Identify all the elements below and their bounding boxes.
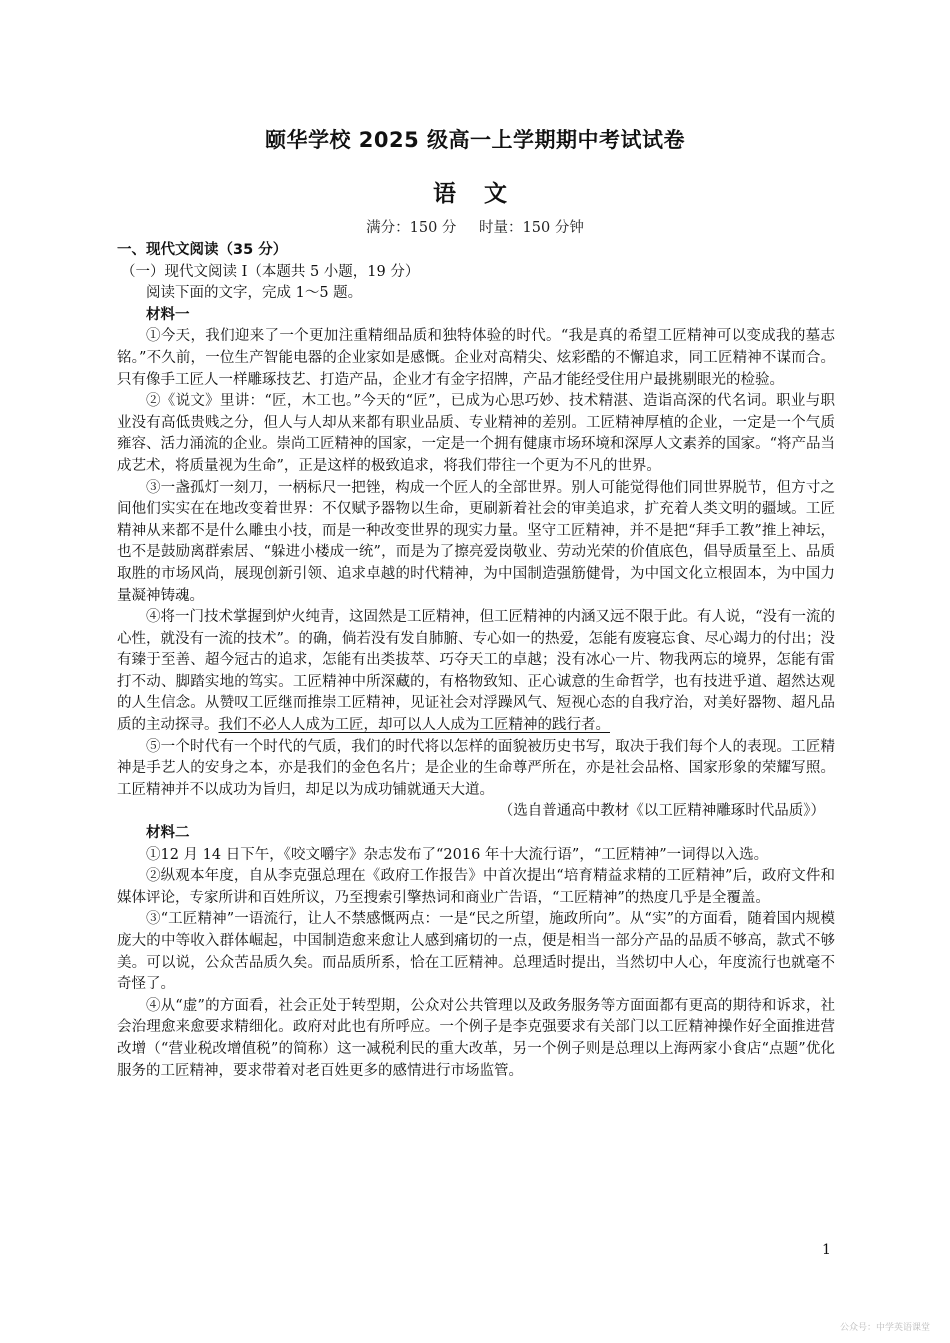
material-label: 材料一 <box>146 306 190 323</box>
paragraph: ②《说文》里讲：“匠，木工也。”今天的“匠”，已成为心思巧妙、技术精湛、造诣高深的代名词。职业与职业没有高低贵贱之分，但人与人却从来都有职业品质、专业精神的差别。工匠精神厚植的企业，一定是一个气质雍容、活力涌流的企业。崇尚工匠精神的国家，一定是一个拥有健康市场环境和深厚人文素养的国家。“将产品当成艺术，将质量视为生命”，正是这样的极致追求，将我们带往一个更为不凡的世界。 <box>117 393 835 474</box>
paragraph <box>117 607 835 737</box>
paragraph: ③一盏孤灯一刻刀，一柄标尺一把锉，构成一个匠人的全部世界。别人可能觉得他们同世界脱节，但方寸之间他们实实在在地改变着世界：不仅赋予器物以生命，更刷新着社会的审美追求，扩充着人类文明的疆域。工匠精神从来都不是什么雕虫小技，而是一种改变世界的现实力量。坚守工匠精神，并不是把“拜手工教”推上神坛，也不是鼓励离群索居、“躲进小楼成一统”，而是为了擦亮爱岗敬业、劳动光荣的价值底色，倡导质量至上、品质取胜的市场风尚，展现创新引领、追求卓越的时代精神，为中国制造强筋健骨，为中国文化立根固本，为中国力量凝神铸魂。 <box>117 479 835 604</box>
paragraph-text: ④将一门技术掌握到炉火纯青，这固然是工匠精神，但工匠精神的内涵又远不限于此。有人说，“没有一流的心性，就没有一流的技术”。的确，倘若没有发自肺腑、专心如一的热爱，怎能有废寝忘食、尽心竭力的付出；没有臻于至善、超今冠古的追求，怎能有出类拔萃、巧夺天工的卓越；没有冰心一片、物我两忘的境界，怎能有雷打不动、脚踏实地的笃实。工匠精神中所深藏的，有格物致知、正心诚意的生命哲学，也有技进乎道、超然达观的人生信念。从赞叹工匠继而推崇工匠精神，见证社会对浮躁风气、短视心态的自我疗治，对美好器物、超凡品质的主动探寻。 <box>117 609 835 734</box>
paragraph: ①12 月 14 日下午，《咬文嚼字》杂志发布了“2016 年十大流行语”，“工匠精神”一词得以入选。 <box>146 846 769 863</box>
exam-title: 颐华学校 2025 级高一上学期期中考试试卷 <box>264 128 686 152</box>
subject-title: 语 文 <box>432 181 517 207</box>
paragraph: ④从“虚”的方面看，社会正处于转型期，公众对公共管理以及政务服务等方面面都有更高的期待和诉求，社会治理愈来愈要求精细化。政府对此也有所呼应。一个例子是李克强要求有关部门以工匠精神操作好全面推进营改增（“营业税改增值税”的简称）这一减税利民的重大改革，另一个例子则是总理以上海两家小食店“点题”优化服务的工匠精神，要求带着对老百姓更多的感情进行市场监管。 <box>117 997 835 1079</box>
page-number: 1 <box>822 1242 831 1258</box>
paragraph: ⑤一个时代有一个时代的气质，我们的时代将以怎样的面貌被历史书写，取决于我们每个人的表现。工匠精神是手艺人的安身之本，亦是我们的金色名片；是企业的生命尊严所在，亦是社会品格、国家形象的荣耀写照。工匠精神并不以成功为旨归，却足以为成功铺就通天大道。 <box>117 738 835 798</box>
paragraph: ②纵观本年度，自从李克强总理在《政府工作报告》中首次提出“培育精益求精的工匠精神”后，政府文件和媒体评论，专家所讲和百姓所议，乃至搜索引擎热词和商业广告语，“工匠精神”的热度几乎是全覆盖。 <box>117 868 835 906</box>
section-heading: 一、现代文阅读（35 分） <box>117 242 288 258</box>
material-source: （选自普通高中教材《以工匠精神雕琢时代品质》） <box>498 803 825 820</box>
score-line <box>0 216 950 237</box>
paragraph: ①今天，我们迎来了一个更加注重精细品质和独特体验的时代。“我是真的希望工匠精神可以变成我的墓志铭。”不久前，一位生产智能电器的企业家如是感慨。企业对高精尖、炫彩酷的不懈追求，同工匠精神不谋而合。只有像手工匠人一样雕琢技艺、打造产品，企业才有金字招牌，产品才能经受住用户最挑剔眼光的检验。 <box>117 328 835 388</box>
sub-section-heading: （一）现代文阅读 I（本题共 5 小题，19 分） <box>121 263 420 280</box>
watermark: 公众号：中学英语课堂 <box>839 1323 930 1333</box>
material-label: 材料二 <box>146 825 190 842</box>
full-score: 满分：150 分 <box>366 220 457 236</box>
underlined-sentence: 我们不必人人成为工匠，却可以人人成为工匠精神的践行者。 <box>218 717 610 734</box>
time-limit: 时量：150 分钟 <box>479 220 584 236</box>
exam-content <box>117 240 835 1082</box>
reading-instruction: 阅读下面的文字，完成 1～5 题。 <box>146 285 363 302</box>
paragraph: ③“工匠精神”一语流行，让人不禁感慨两点：一是“民之所望，施政所向”。从“实”的方面看，随着国内规模庞大的中等收入群体崛起，中国制造愈来愈让人感到痛切的一点，便是相当一部分产品的品质不够高，款式不够美。可以说，公众苦品质久矣。而品质所系，恰在工匠精神。总理适时提出，当然切中人心，年度流行也就毫不奇怪了。 <box>117 911 835 993</box>
